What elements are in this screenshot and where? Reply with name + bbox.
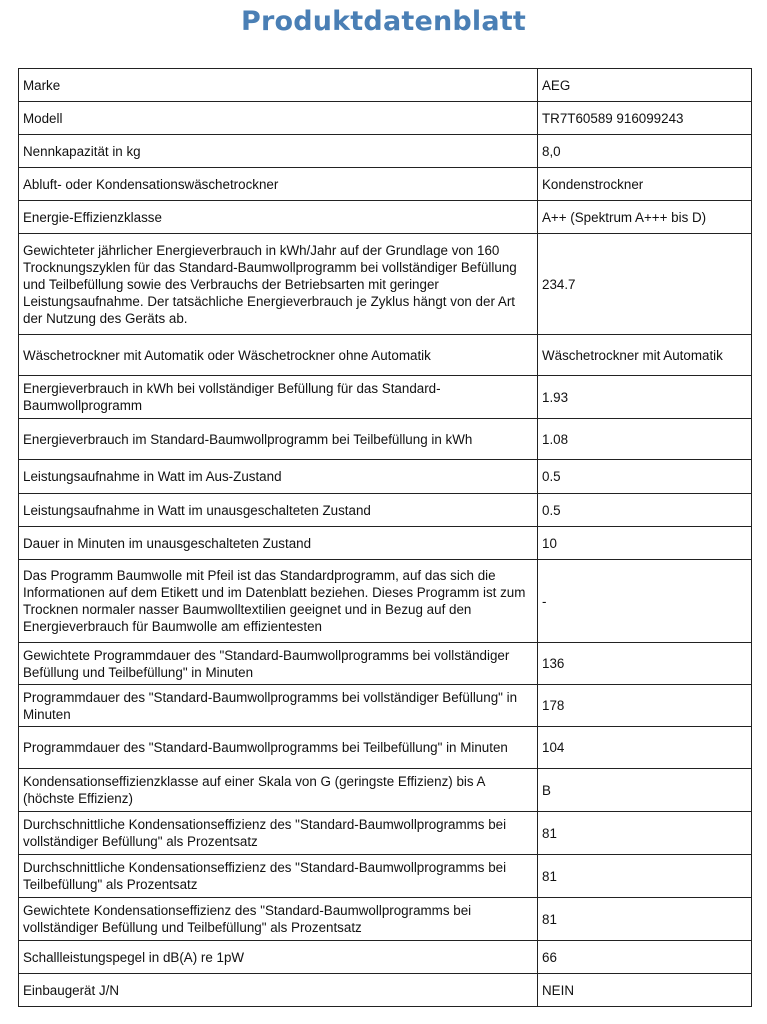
row-label: Gewichteter jährlicher Energieverbrauch in kWh/Jahr auf der Grundlage von 160 Trocknungszyklen für das Standard-Baumwollprogramm bei vollständiger Befüllung und Teilbefüllung sowie des Verbrauchs der Betriebsarten mit geringer Leistungsaufnahme. Der tatsächliche Energieverbrauch je Zyklus hängt von der Art der Nutzung des Geräts ab.	[19, 234, 538, 335]
table-row	[19, 727, 752, 769]
row-value: 136	[538, 643, 752, 685]
row-value: 178	[538, 685, 752, 727]
row-value: A++ (Spektrum A+++ bis D)	[538, 201, 752, 234]
row-label: Dauer in Minuten im unausgeschalteten Zustand	[19, 527, 538, 560]
row-value: 81	[538, 812, 752, 855]
row-value: 10	[538, 527, 752, 560]
row-label: Energie-Effizienzklasse	[19, 201, 538, 234]
table-row	[19, 102, 752, 135]
row-label: Abluft- oder Kondensationswäschetrockner	[19, 168, 538, 201]
row-value: TR7T60589 916099243	[538, 102, 752, 135]
table-row	[19, 69, 752, 102]
row-value: Wäschetrockner mit Automatik	[538, 335, 752, 376]
product-data-table	[18, 68, 752, 1007]
table-row	[19, 974, 752, 1007]
row-value: B	[538, 769, 752, 812]
row-value: 0.5	[538, 494, 752, 527]
table-row	[19, 419, 752, 460]
table-row	[19, 812, 752, 855]
table-row	[19, 135, 752, 168]
table-row	[19, 898, 752, 941]
row-value: 234.7	[538, 234, 752, 335]
table-row	[19, 527, 752, 560]
row-label: Programmdauer des "Standard-Baumwollprogramms bei Teilbefüllung" in Minuten	[19, 727, 538, 769]
row-label: Leistungsaufnahme in Watt im unausgeschalteten Zustand	[19, 494, 538, 527]
row-value: 0.5	[538, 460, 752, 494]
row-label: Kondensationseffizienzklasse auf einer Skala von G (geringste Effizienz) bis A (höchste Effizienz)	[19, 769, 538, 812]
row-value: NEIN	[538, 974, 752, 1007]
row-value: 104	[538, 727, 752, 769]
table-row	[19, 168, 752, 201]
table-row	[19, 234, 752, 335]
row-label: Wäschetrockner mit Automatik oder Wäschetrockner ohne Automatik	[19, 335, 538, 376]
row-value: -	[538, 560, 752, 643]
table-row	[19, 769, 752, 812]
row-label: Gewichtete Kondensationseffizienz des "Standard-Baumwollprogramms bei vollständiger Befüllung und Teilbefüllung" als Prozentsatz	[19, 898, 538, 941]
row-label: Energieverbrauch im Standard-Baumwollprogramm bei Teilbefüllung in kWh	[19, 419, 538, 460]
row-label: Energieverbrauch in kWh bei vollständiger Befüllung für das Standard-Baumwollprogramm	[19, 376, 538, 419]
row-label: Marke	[19, 69, 538, 102]
row-label: Durchschnittliche Kondensationseffizienz des "Standard-Baumwollprogramms bei Teilbefüllung" als Prozentsatz	[19, 855, 538, 898]
row-label: Schallleistungspegel in dB(A) re 1pW	[19, 941, 538, 974]
table-row	[19, 941, 752, 974]
row-label: Gewichtete Programmdauer des "Standard-Baumwollprogramms bei vollständiger Befüllung und Teilbefüllung" in Minuten	[19, 643, 538, 685]
row-label: Das Programm Baumwolle mit Pfeil ist das Standardprogramm, auf das sich die Informationen auf dem Etikett und im Datenblatt beziehen. Dieses Programm ist zum Trocknen normaler nasser Baumwolltextilien geeignet und in Bezug auf den Energieverbrauch für Baumwolle am effizientesten	[19, 560, 538, 643]
table-row	[19, 335, 752, 376]
row-label: Leistungsaufnahme in Watt im Aus-Zustand	[19, 460, 538, 494]
row-value: 81	[538, 898, 752, 941]
row-label: Einbaugerät J/N	[19, 974, 538, 1007]
row-value: AEG	[538, 69, 752, 102]
row-value: 1.08	[538, 419, 752, 460]
table-row	[19, 201, 752, 234]
table-row	[19, 494, 752, 527]
row-label: Programmdauer des "Standard-Baumwollprogramms bei vollständiger Befüllung" in Minuten	[19, 685, 538, 727]
row-value: 8,0	[538, 135, 752, 168]
page-title: Produktdatenblatt	[240, 6, 527, 37]
row-label: Modell	[19, 102, 538, 135]
row-value: 66	[538, 941, 752, 974]
row-value: 81	[538, 855, 752, 898]
table-row	[19, 460, 752, 494]
table-row	[19, 855, 752, 898]
row-label: Nennkapazität in kg	[19, 135, 538, 168]
table-row	[19, 643, 752, 685]
row-value: 1.93	[538, 376, 752, 419]
table-row	[19, 560, 752, 643]
table-body	[19, 69, 752, 1007]
table-row	[19, 685, 752, 727]
row-label: Durchschnittliche Kondensationseffizienz des "Standard-Baumwollprogramms bei vollständiger Befüllung" als Prozentsatz	[19, 812, 538, 855]
row-value: Kondenstrockner	[538, 168, 752, 201]
table-row	[19, 376, 752, 419]
